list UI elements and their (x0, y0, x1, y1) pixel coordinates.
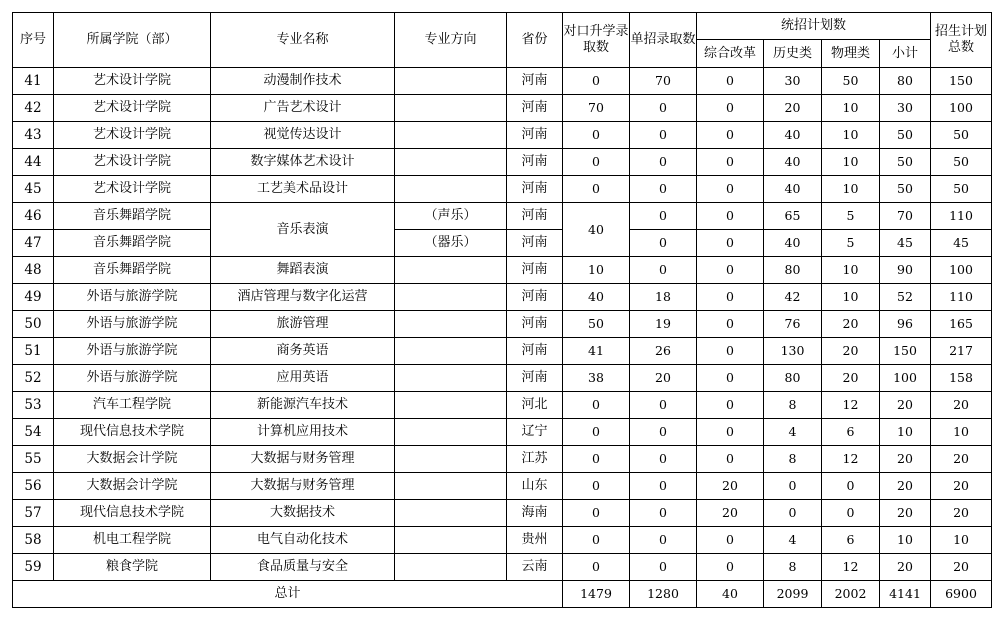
cell-college: 艺术设计学院 (54, 149, 211, 176)
cell-province: 河南 (507, 284, 563, 311)
cell-total: 20 (931, 446, 992, 473)
table-header (13, 13, 992, 68)
cell-lishi: 8 (764, 446, 822, 473)
header-major: 专业名称 (211, 13, 395, 68)
cell-seq: 43 (13, 122, 54, 149)
cell-seq: 49 (13, 284, 54, 311)
cell-zonghe: 0 (697, 554, 764, 581)
header-zonghe: 综合改革 (697, 40, 764, 68)
cell-total: 20 (931, 473, 992, 500)
cell-lishi: 130 (764, 338, 822, 365)
cell-major: 食品质量与安全 (211, 554, 395, 581)
enrollment-plan-table (12, 12, 992, 608)
cell-province: 河南 (507, 149, 563, 176)
cell-direction (395, 446, 507, 473)
cell-direction (395, 176, 507, 203)
cell-direction (395, 500, 507, 527)
cell-lishi: 30 (764, 68, 822, 95)
cell-province: 山东 (507, 473, 563, 500)
cell-total: 50 (931, 122, 992, 149)
header-total-plan: 招生计划总数 (931, 13, 992, 68)
header-seq: 序号 (13, 13, 54, 68)
cell-zonghe: 0 (697, 230, 764, 257)
cell-direction (395, 122, 507, 149)
cell-major: 旅游管理 (211, 311, 395, 338)
cell-total: 20 (931, 392, 992, 419)
cell-wuli: 12 (822, 554, 880, 581)
cell-province: 云南 (507, 554, 563, 581)
cell-lishi: 65 (764, 203, 822, 230)
table-row (13, 554, 992, 581)
cell-direction: （器乐） (395, 230, 507, 257)
cell-direction: （声乐） (395, 203, 507, 230)
cell-danzhao: 0 (630, 446, 697, 473)
table-row (13, 311, 992, 338)
cell-seq: 48 (13, 257, 54, 284)
cell-zonghe: 0 (697, 284, 764, 311)
total-plan: 6900 (931, 581, 992, 608)
cell-direction (395, 149, 507, 176)
cell-wuli: 50 (822, 68, 880, 95)
cell-province: 贵州 (507, 527, 563, 554)
cell-lishi: 80 (764, 365, 822, 392)
cell-direction (395, 311, 507, 338)
cell-danzhao: 0 (630, 473, 697, 500)
cell-zonghe: 0 (697, 311, 764, 338)
table-row (13, 365, 992, 392)
cell-danzhao: 0 (630, 554, 697, 581)
table-row (13, 338, 992, 365)
cell-lishi: 40 (764, 149, 822, 176)
cell-province: 河南 (507, 122, 563, 149)
table-row (13, 122, 992, 149)
table-row (13, 203, 992, 230)
cell-lishi: 8 (764, 554, 822, 581)
cell-major: 音乐表演 (211, 203, 395, 257)
cell-danzhao: 0 (630, 230, 697, 257)
cell-danzhao: 0 (630, 527, 697, 554)
table-row (13, 257, 992, 284)
cell-danzhao: 70 (630, 68, 697, 95)
cell-duikou: 40 (563, 284, 630, 311)
cell-total: 110 (931, 284, 992, 311)
table-row (13, 500, 992, 527)
cell-duikou: 0 (563, 68, 630, 95)
header-wuli: 物理类 (822, 40, 880, 68)
cell-zonghe: 0 (697, 527, 764, 554)
cell-wuli: 12 (822, 446, 880, 473)
cell-zonghe: 0 (697, 392, 764, 419)
cell-wuli: 12 (822, 392, 880, 419)
cell-major: 大数据技术 (211, 500, 395, 527)
cell-wuli: 0 (822, 473, 880, 500)
cell-seq: 41 (13, 68, 54, 95)
cell-lishi: 40 (764, 230, 822, 257)
cell-lishi: 42 (764, 284, 822, 311)
cell-xiaoji: 50 (880, 122, 931, 149)
cell-duikou: 0 (563, 176, 630, 203)
table-row (13, 527, 992, 554)
cell-lishi: 76 (764, 311, 822, 338)
cell-direction (395, 95, 507, 122)
total-row (13, 581, 992, 608)
cell-lishi: 4 (764, 527, 822, 554)
cell-college: 艺术设计学院 (54, 176, 211, 203)
cell-wuli: 6 (822, 419, 880, 446)
cell-province: 辽宁 (507, 419, 563, 446)
cell-major: 动漫制作技术 (211, 68, 395, 95)
header-province: 省份 (507, 13, 563, 68)
cell-danzhao: 26 (630, 338, 697, 365)
cell-zonghe: 0 (697, 122, 764, 149)
cell-province: 河南 (507, 68, 563, 95)
cell-duikou: 50 (563, 311, 630, 338)
total-wuli: 2002 (822, 581, 880, 608)
cell-zonghe: 0 (697, 203, 764, 230)
total-danzhao: 1280 (630, 581, 697, 608)
cell-total: 20 (931, 500, 992, 527)
cell-total: 50 (931, 176, 992, 203)
cell-direction (395, 473, 507, 500)
cell-zonghe: 20 (697, 500, 764, 527)
cell-danzhao: 0 (630, 95, 697, 122)
cell-college: 外语与旅游学院 (54, 311, 211, 338)
cell-xiaoji: 20 (880, 473, 931, 500)
cell-wuli: 10 (822, 284, 880, 311)
cell-major: 电气自动化技术 (211, 527, 395, 554)
cell-lishi: 0 (764, 473, 822, 500)
cell-province: 河北 (507, 392, 563, 419)
cell-xiaoji: 70 (880, 203, 931, 230)
cell-danzhao: 0 (630, 257, 697, 284)
cell-major: 大数据与财务管理 (211, 446, 395, 473)
cell-direction (395, 527, 507, 554)
table-row (13, 419, 992, 446)
cell-xiaoji: 100 (880, 365, 931, 392)
cell-wuli: 20 (822, 365, 880, 392)
cell-lishi: 8 (764, 392, 822, 419)
cell-college: 外语与旅游学院 (54, 284, 211, 311)
cell-seq: 58 (13, 527, 54, 554)
cell-wuli: 20 (822, 338, 880, 365)
cell-college: 大数据会计学院 (54, 473, 211, 500)
cell-direction (395, 554, 507, 581)
table-row (13, 176, 992, 203)
cell-xiaoji: 50 (880, 149, 931, 176)
cell-seq: 42 (13, 95, 54, 122)
cell-total: 100 (931, 257, 992, 284)
cell-seq: 44 (13, 149, 54, 176)
cell-xiaoji: 150 (880, 338, 931, 365)
cell-danzhao: 0 (630, 419, 697, 446)
cell-wuli: 10 (822, 257, 880, 284)
cell-zonghe: 0 (697, 68, 764, 95)
cell-lishi: 0 (764, 500, 822, 527)
table-row (13, 392, 992, 419)
cell-duikou: 0 (563, 473, 630, 500)
cell-direction (395, 284, 507, 311)
cell-xiaoji: 45 (880, 230, 931, 257)
cell-duikou: 0 (563, 500, 630, 527)
cell-seq: 59 (13, 554, 54, 581)
cell-zonghe: 0 (697, 365, 764, 392)
cell-college: 艺术设计学院 (54, 122, 211, 149)
cell-zonghe: 0 (697, 338, 764, 365)
cell-seq: 57 (13, 500, 54, 527)
cell-major: 大数据与财务管理 (211, 473, 395, 500)
cell-duikou: 70 (563, 95, 630, 122)
cell-major: 工艺美术品设计 (211, 176, 395, 203)
cell-zonghe: 20 (697, 473, 764, 500)
cell-college: 外语与旅游学院 (54, 365, 211, 392)
table-row (13, 68, 992, 95)
cell-direction (395, 257, 507, 284)
cell-duikou: 0 (563, 392, 630, 419)
cell-total: 158 (931, 365, 992, 392)
cell-duikou: 0 (563, 527, 630, 554)
cell-major: 数字媒体艺术设计 (211, 149, 395, 176)
cell-duikou: 0 (563, 446, 630, 473)
cell-wuli: 10 (822, 122, 880, 149)
cell-danzhao: 18 (630, 284, 697, 311)
cell-total: 100 (931, 95, 992, 122)
cell-seq: 51 (13, 338, 54, 365)
cell-major: 酒店管理与数字化运营 (211, 284, 395, 311)
cell-direction (395, 419, 507, 446)
cell-danzhao: 0 (630, 392, 697, 419)
total-zonghe: 40 (697, 581, 764, 608)
cell-major: 商务英语 (211, 338, 395, 365)
cell-lishi: 4 (764, 419, 822, 446)
total-duikou: 1479 (563, 581, 630, 608)
table-body (13, 68, 992, 581)
cell-xiaoji: 30 (880, 95, 931, 122)
cell-total: 165 (931, 311, 992, 338)
cell-zonghe: 0 (697, 446, 764, 473)
header-lishi: 历史类 (764, 40, 822, 68)
cell-xiaoji: 96 (880, 311, 931, 338)
cell-duikou: 0 (563, 419, 630, 446)
cell-lishi: 20 (764, 95, 822, 122)
cell-xiaoji: 20 (880, 500, 931, 527)
cell-province: 河南 (507, 365, 563, 392)
cell-seq: 47 (13, 230, 54, 257)
header-danzhao: 单招录取数 (630, 13, 697, 68)
cell-college: 艺术设计学院 (54, 68, 211, 95)
cell-province: 河南 (507, 230, 563, 257)
cell-xiaoji: 20 (880, 392, 931, 419)
cell-seq: 53 (13, 392, 54, 419)
cell-xiaoji: 80 (880, 68, 931, 95)
cell-xiaoji: 90 (880, 257, 931, 284)
table-row (13, 446, 992, 473)
table-row (13, 230, 992, 257)
cell-danzhao: 19 (630, 311, 697, 338)
cell-zonghe: 0 (697, 257, 764, 284)
cell-province: 海南 (507, 500, 563, 527)
cell-seq: 52 (13, 365, 54, 392)
cell-duikou: 0 (563, 554, 630, 581)
cell-xiaoji: 20 (880, 446, 931, 473)
cell-duikou: 41 (563, 338, 630, 365)
cell-danzhao: 0 (630, 500, 697, 527)
cell-seq: 50 (13, 311, 54, 338)
cell-province: 河南 (507, 257, 563, 284)
cell-zonghe: 0 (697, 149, 764, 176)
cell-xiaoji: 50 (880, 176, 931, 203)
cell-duikou: 10 (563, 257, 630, 284)
cell-province: 河南 (507, 311, 563, 338)
cell-xiaoji: 10 (880, 419, 931, 446)
cell-province: 河南 (507, 338, 563, 365)
total-xiaoji: 4141 (880, 581, 931, 608)
header-xiaoji: 小计 (880, 40, 931, 68)
cell-total: 110 (931, 203, 992, 230)
cell-danzhao: 0 (630, 122, 697, 149)
cell-college: 外语与旅游学院 (54, 338, 211, 365)
cell-major: 广告艺术设计 (211, 95, 395, 122)
cell-duikou: 0 (563, 149, 630, 176)
cell-direction (395, 392, 507, 419)
header-college: 所属学院（部） (54, 13, 211, 68)
cell-total: 217 (931, 338, 992, 365)
cell-duikou: 40 (563, 203, 630, 257)
cell-college: 粮食学院 (54, 554, 211, 581)
cell-province: 河南 (507, 203, 563, 230)
cell-danzhao: 0 (630, 149, 697, 176)
cell-province: 河南 (507, 176, 563, 203)
cell-college: 现代信息技术学院 (54, 419, 211, 446)
cell-college: 艺术设计学院 (54, 95, 211, 122)
cell-college: 现代信息技术学院 (54, 500, 211, 527)
cell-seq: 46 (13, 203, 54, 230)
cell-danzhao: 0 (630, 176, 697, 203)
cell-major: 舞蹈表演 (211, 257, 395, 284)
cell-lishi: 40 (764, 176, 822, 203)
cell-total: 20 (931, 554, 992, 581)
cell-college: 机电工程学院 (54, 527, 211, 554)
total-lishi: 2099 (764, 581, 822, 608)
cell-seq: 54 (13, 419, 54, 446)
cell-total: 10 (931, 419, 992, 446)
cell-zonghe: 0 (697, 176, 764, 203)
cell-major: 计算机应用技术 (211, 419, 395, 446)
cell-major: 视觉传达设计 (211, 122, 395, 149)
header-direction: 专业方向 (395, 13, 507, 68)
cell-danzhao: 0 (630, 203, 697, 230)
cell-major: 应用英语 (211, 365, 395, 392)
cell-zonghe: 0 (697, 419, 764, 446)
cell-zonghe: 0 (697, 95, 764, 122)
cell-xiaoji: 10 (880, 527, 931, 554)
cell-college: 大数据会计学院 (54, 446, 211, 473)
cell-lishi: 40 (764, 122, 822, 149)
header-tongzhao: 统招计划数 (697, 13, 931, 40)
cell-college: 音乐舞蹈学院 (54, 257, 211, 284)
cell-xiaoji: 52 (880, 284, 931, 311)
cell-wuli: 10 (822, 95, 880, 122)
cell-wuli: 5 (822, 230, 880, 257)
total-label: 总计 (13, 581, 563, 608)
cell-total: 10 (931, 527, 992, 554)
cell-xiaoji: 20 (880, 554, 931, 581)
cell-wuli: 5 (822, 203, 880, 230)
cell-direction (395, 338, 507, 365)
table-row (13, 473, 992, 500)
cell-wuli: 0 (822, 500, 880, 527)
cell-wuli: 6 (822, 527, 880, 554)
table-row (13, 284, 992, 311)
header-duikou: 对口升学录取数 (563, 13, 630, 68)
cell-duikou: 0 (563, 122, 630, 149)
cell-college: 音乐舞蹈学院 (54, 230, 211, 257)
table-row (13, 149, 992, 176)
cell-college: 音乐舞蹈学院 (54, 203, 211, 230)
cell-province: 江苏 (507, 446, 563, 473)
cell-danzhao: 20 (630, 365, 697, 392)
cell-duikou: 38 (563, 365, 630, 392)
cell-province: 河南 (507, 95, 563, 122)
cell-seq: 45 (13, 176, 54, 203)
cell-major: 新能源汽车技术 (211, 392, 395, 419)
cell-direction (395, 68, 507, 95)
cell-seq: 55 (13, 446, 54, 473)
cell-college: 汽车工程学院 (54, 392, 211, 419)
cell-total: 150 (931, 68, 992, 95)
cell-total: 50 (931, 149, 992, 176)
cell-direction (395, 365, 507, 392)
cell-wuli: 10 (822, 149, 880, 176)
cell-lishi: 80 (764, 257, 822, 284)
cell-seq: 56 (13, 473, 54, 500)
cell-total: 45 (931, 230, 992, 257)
cell-wuli: 20 (822, 311, 880, 338)
table-row (13, 95, 992, 122)
cell-wuli: 10 (822, 176, 880, 203)
